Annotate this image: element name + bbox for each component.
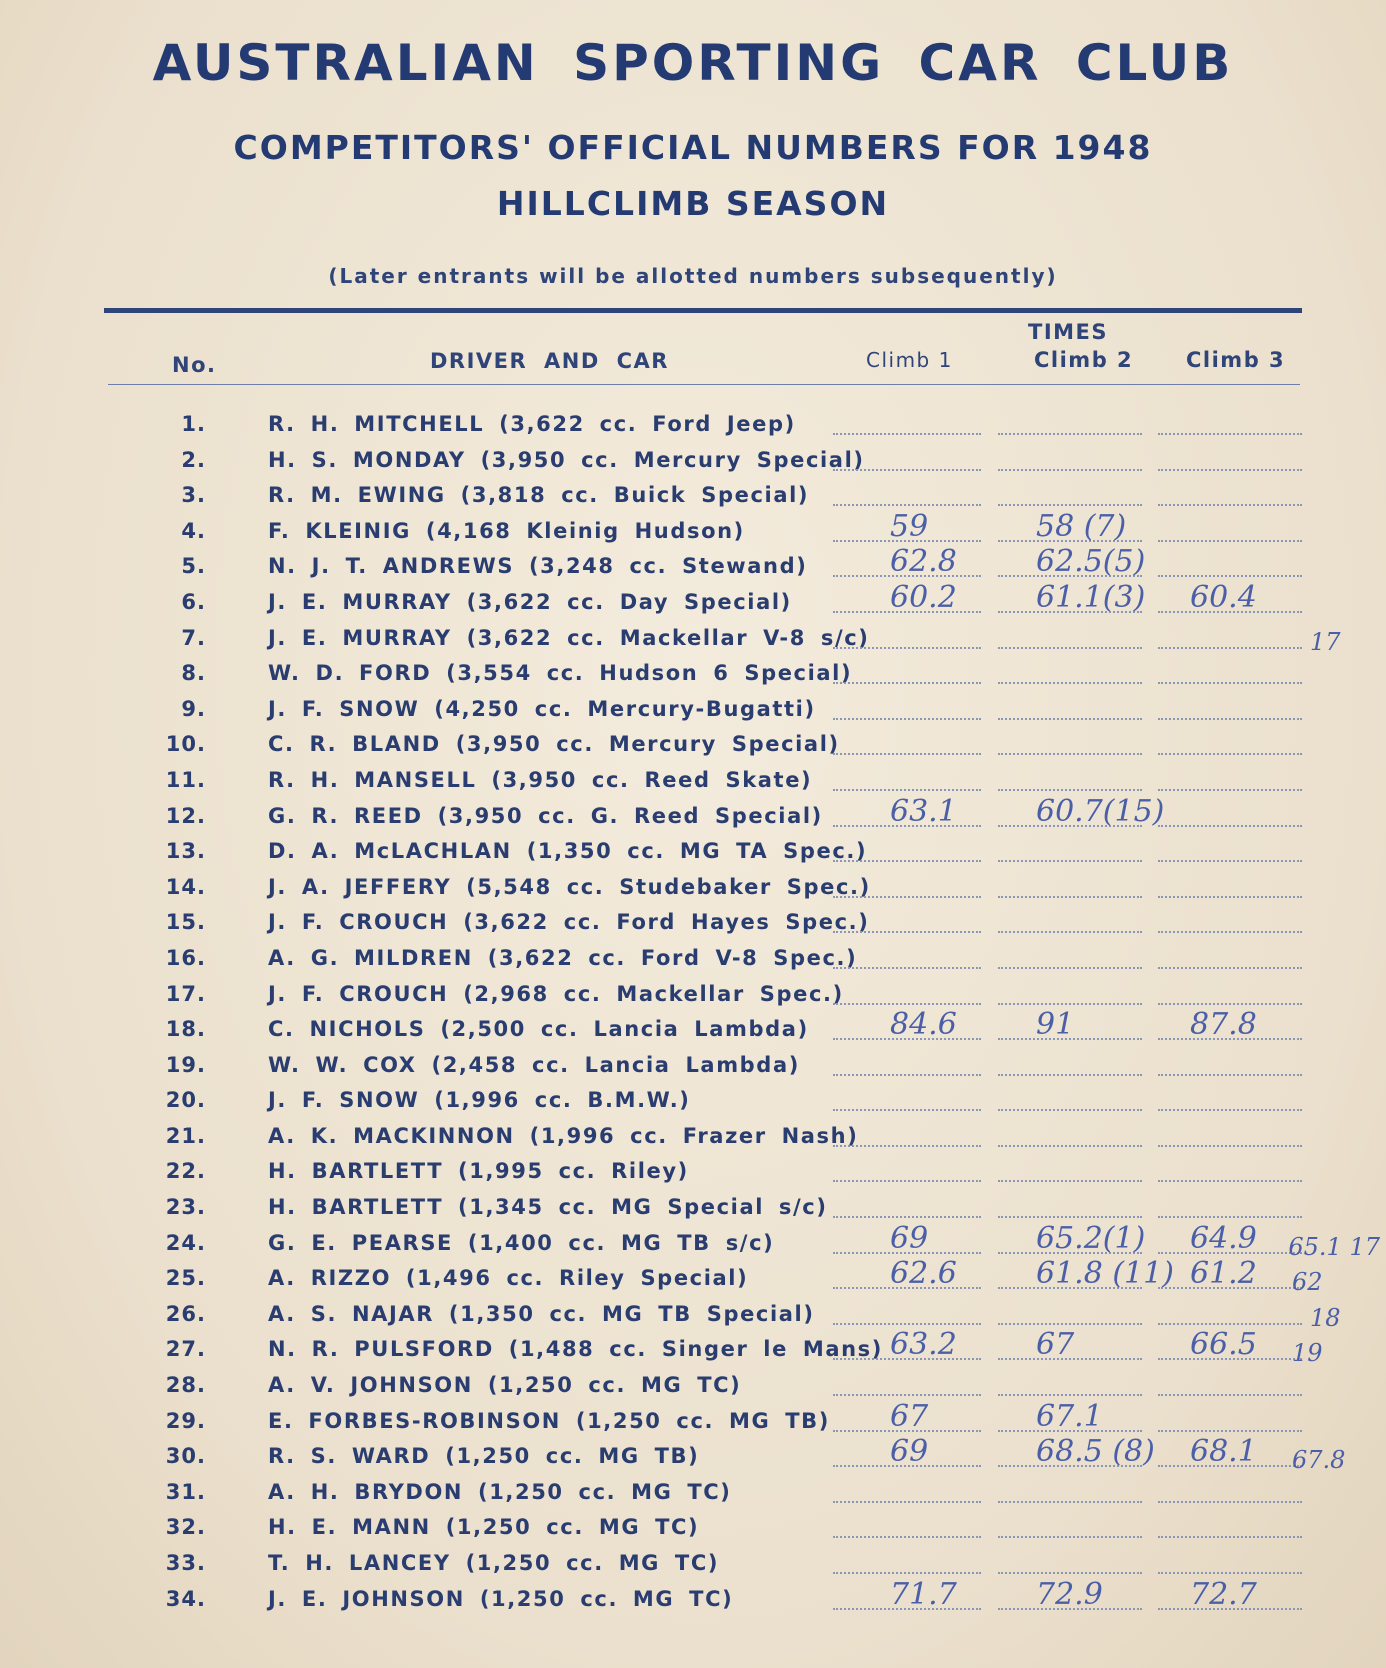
entry-number: 2. [181, 447, 206, 472]
table-row [0, 764, 1386, 800]
subtitle-line-2: HILLCLIMB SEASON [496, 184, 890, 223]
entry-driver-car: E. FORBES-ROBINSON (1,250 cc. MG TB) [268, 1408, 830, 1433]
climb-2-dotted-line [998, 967, 1142, 969]
climb-1-dotted-line [833, 1003, 981, 1005]
table-row [0, 728, 1386, 764]
climb-3-dotted-line [1158, 1323, 1302, 1325]
table-row [0, 1155, 1386, 1191]
table-row [0, 1298, 1386, 1334]
entry-number: 1. [181, 412, 206, 436]
climb-2-time: 72.9 [1036, 1576, 1103, 1612]
climb-2-time: 61.8 (11) [1036, 1256, 1174, 1292]
climb-2-dotted-line [998, 860, 1142, 862]
climb-3-dotted-line [1158, 1430, 1302, 1432]
entry-driver-car: J. F. CROUCH (3,622 cc. Ford Hayes Spec.) [268, 910, 870, 935]
table-row [0, 1049, 1386, 1085]
column-header-climb-2: Climb 2 [1034, 348, 1134, 372]
climb-1-time: 67 [890, 1398, 929, 1434]
table-row [0, 544, 1386, 586]
entry-number: 19. [165, 1052, 206, 1077]
entry-number: 12. [165, 803, 206, 828]
entry-driver-car: A. S. NAJAR (1,350 cc. MG TB Special) [268, 1301, 815, 1326]
entry-number: 22. [165, 1159, 206, 1184]
header-rule [104, 308, 1302, 313]
climb-3-dotted-line [1158, 931, 1302, 933]
entry-number: 18. [165, 1017, 206, 1042]
entry-driver-car: R. H. MANSELL (3,950 cc. Reed Skate) [268, 767, 813, 792]
climb-2-time: 67 [1036, 1327, 1075, 1363]
climb-1-dotted-line [833, 1109, 981, 1111]
column-header-times: TIMES [1028, 320, 1109, 344]
table-row [0, 622, 1386, 658]
climb-2-time: 68.5 (8) [1036, 1434, 1155, 1470]
climb-1-time: 60.2 [890, 579, 957, 615]
entry-driver-car: R. S. WARD (1,250 cc. MG TB) [268, 1444, 700, 1469]
climb-3-dotted-line [1158, 967, 1302, 969]
column-header-climb-1: Climb 1 [866, 348, 953, 372]
table-row [0, 408, 1386, 444]
entry-number: 20. [165, 1088, 206, 1113]
entry-driver-car: A. K. MACKINNON (1,996 cc. Frazer Nash) [268, 1123, 859, 1148]
climb-2-dotted-line [998, 789, 1142, 791]
table-row [0, 479, 1386, 515]
climb-2-time: 91 [1036, 1007, 1075, 1043]
entry-driver-car: J. A. JEFFERY (5,548 cc. Studebaker Spec.) [268, 874, 871, 899]
entry-driver-car: N. J. T. ANDREWS (3,248 cc. Stewand) [268, 554, 808, 579]
climb-2-dotted-line [998, 682, 1142, 684]
climb-3-dotted-line [1158, 1180, 1302, 1182]
entry-number: 29. [165, 1408, 206, 1433]
table-row [0, 693, 1386, 729]
entry-number: 10. [165, 732, 206, 757]
entry-driver-car: C. NICHOLS (2,500 cc. Lancia Lambda) [268, 1017, 809, 1042]
entry-driver-car: G. R. REED (3,950 cc. G. Reed Special) [268, 803, 823, 828]
entry-number: 7. [181, 625, 206, 650]
table-row [0, 1327, 1386, 1369]
climb-3-dotted-line [1158, 504, 1302, 506]
climb-1-dotted-line [833, 1323, 981, 1325]
entry-driver-car: J. F. SNOW (4,250 cc. Mercury-Bugatti) [268, 696, 816, 721]
subtitle-line-1: COMPETITORS' OFFICIAL NUMBERS FOR 1948 [233, 128, 1153, 167]
entry-driver-car: H. E. MANN (1,250 cc. MG TC) [268, 1515, 700, 1540]
entry-number: 17. [165, 981, 206, 1006]
climb-2-time: 65.2(1) [1036, 1220, 1146, 1256]
climb-1-time: 62.6 [890, 1256, 957, 1292]
climb-1-time: 69 [890, 1434, 929, 1470]
entry-driver-car: W. D. FORD (3,554 cc. Hudson 6 Special) [268, 661, 853, 686]
climb-3-time: 72.7 [1190, 1576, 1257, 1612]
climb-2-dotted-line [998, 1394, 1142, 1396]
entry-number: 21. [165, 1123, 206, 1148]
climb-3-dotted-line [1158, 540, 1302, 542]
climb-1-dotted-line [833, 1536, 981, 1538]
climb-2-dotted-line [998, 504, 1142, 506]
climb-2-dotted-line [998, 1572, 1142, 1574]
entry-number: 15. [165, 910, 206, 935]
table-row [0, 1120, 1386, 1156]
entry-driver-car: W. W. COX (2,458 cc. Lancia Lambda) [268, 1052, 800, 1077]
climb-1-time: 71.7 [890, 1576, 957, 1612]
climb-1-dotted-line [833, 469, 981, 471]
table-row [0, 1007, 1386, 1049]
climb-2-dotted-line [998, 896, 1142, 898]
table-row [0, 978, 1386, 1014]
table-row [0, 1511, 1386, 1547]
club-title: AUSTRALIAN SPORTING CAR CLUB [152, 34, 1234, 92]
column-header-climb-3: Climb 3 [1186, 348, 1286, 372]
entry-number: 14. [165, 874, 206, 899]
column-header-driver: DRIVER AND CAR [430, 349, 669, 373]
climb-3-time: 64.9 [1190, 1220, 1257, 1256]
entry-number: 24. [165, 1230, 206, 1255]
entry-number: 11. [165, 767, 206, 792]
climb-1-dotted-line [833, 1216, 981, 1218]
table-row [0, 1434, 1386, 1476]
climb-3-time: 87.8 [1190, 1007, 1257, 1043]
climb-1-dotted-line [833, 1394, 981, 1396]
entry-driver-car: G. E. PEARSE (1,400 cc. MG TB s/c) [268, 1230, 775, 1255]
climb-1-dotted-line [833, 896, 981, 898]
margin-note: 62 [1292, 1268, 1323, 1297]
entry-number: 4. [181, 518, 206, 543]
table-row [0, 1256, 1386, 1298]
climb-2-time: 58 (7) [1036, 508, 1127, 544]
entry-driver-car: F. KLEINIG (4,168 Kleinig Hudson) [268, 518, 745, 543]
climb-2-dotted-line [998, 1180, 1142, 1182]
entry-driver-car: J. E. JOHNSON (1,250 cc. MG TC) [268, 1586, 734, 1611]
climb-3-dotted-line [1158, 647, 1302, 649]
entry-driver-car: T. H. LANCEY (1,250 cc. MG TC) [268, 1551, 720, 1575]
entry-driver-car: H. BARTLETT (1,995 cc. Riley) [268, 1159, 689, 1184]
entry-number: 16. [165, 945, 206, 970]
climb-3-dotted-line [1158, 1536, 1302, 1538]
climb-2-dotted-line [998, 1216, 1142, 1218]
entry-number: 25. [165, 1266, 206, 1291]
table-row [0, 1084, 1386, 1120]
entry-number: 13. [165, 839, 206, 864]
climb-2-dotted-line [998, 647, 1142, 649]
climb-1-dotted-line [833, 682, 981, 684]
climb-3-dotted-line [1158, 1145, 1302, 1147]
climb-2-dotted-line [998, 1536, 1142, 1538]
entry-number: 28. [165, 1373, 206, 1398]
table-row [0, 793, 1386, 836]
climb-3-dotted-line [1158, 1216, 1302, 1218]
climb-3-time: 68.1 [1190, 1434, 1257, 1470]
entry-number: 32. [165, 1515, 206, 1540]
climb-3-time: 61.2 [1190, 1256, 1257, 1292]
climb-3-dotted-line [1158, 469, 1302, 471]
table-row [0, 1576, 1386, 1619]
climb-1-dotted-line [833, 1572, 981, 1574]
entry-driver-car: A. G. MILDREN (3,622 cc. Ford V-8 Spec.) [268, 945, 858, 970]
climb-2-dotted-line [998, 1145, 1142, 1147]
entry-driver-car: H. BARTLETT (1,345 cc. MG Special s/c) [268, 1195, 828, 1220]
entry-driver-car: D. A. McLACHLAN (1,350 cc. MG TA Spec.) [268, 839, 868, 864]
entry-number: 27. [165, 1337, 206, 1362]
climb-2-dotted-line [998, 469, 1142, 471]
climb-2-dotted-line [998, 1003, 1142, 1005]
entrants-note: (Later entrants will be allotted numbers subsequently) [328, 264, 1058, 288]
margin-note: 67.8 [1292, 1446, 1346, 1475]
climb-3-dotted-line [1158, 682, 1302, 684]
climb-1-dotted-line [833, 1145, 981, 1147]
climb-3-dotted-line [1158, 1394, 1302, 1396]
climb-1-dotted-line [833, 718, 981, 720]
climb-2-time: 62.5(5) [1036, 544, 1146, 580]
climb-1-dotted-line [833, 504, 981, 506]
margin-note: 18 [1310, 1303, 1341, 1332]
table-row [0, 871, 1386, 907]
climb-1-dotted-line [833, 931, 981, 933]
entry-driver-car: J. F. CROUCH (2,968 cc. Mackellar Spec.) [268, 981, 844, 1006]
climb-2-dotted-line [998, 931, 1142, 933]
climb-2-dotted-line [998, 1501, 1142, 1503]
margin-note: 19 [1292, 1339, 1323, 1368]
climb-1-time: 62.8 [890, 544, 957, 580]
climb-3-dotted-line [1158, 1003, 1302, 1005]
table-row [0, 579, 1386, 622]
climb-1-dotted-line [833, 789, 981, 791]
table-row [0, 906, 1386, 942]
climb-3-dotted-line [1158, 1109, 1302, 1111]
margin-note: 65.1 17 [1288, 1232, 1380, 1261]
entry-number: 6. [181, 589, 206, 614]
entry-number: 23. [165, 1195, 206, 1220]
entry-number: 3. [181, 483, 206, 508]
climb-1-dotted-line [833, 860, 981, 862]
climb-3-time: 66.5 [1190, 1327, 1257, 1363]
table-row [0, 1191, 1386, 1227]
table-row [0, 1547, 1386, 1583]
climb-3-dotted-line [1158, 1572, 1302, 1574]
climb-1-dotted-line [833, 1180, 981, 1182]
climb-1-dotted-line [833, 1074, 981, 1076]
margin-note: 17 [1310, 627, 1341, 656]
climb-3-dotted-line [1158, 860, 1302, 862]
climb-3-dotted-line [1158, 433, 1302, 435]
table-row [0, 444, 1386, 480]
climb-3-dotted-line [1158, 575, 1302, 577]
climb-3-dotted-line [1158, 718, 1302, 720]
climb-2-dotted-line [998, 1074, 1142, 1076]
climb-1-time: 69 [890, 1220, 929, 1256]
climb-3-dotted-line [1158, 825, 1302, 827]
table-row [0, 1476, 1386, 1512]
climb-1-dotted-line [833, 647, 981, 649]
entry-number: 30. [165, 1444, 206, 1469]
entry-driver-car: A. RIZZO (1,496 cc. Riley Special) [268, 1266, 749, 1291]
column-header-rule [108, 384, 1300, 385]
climb-3-time: 60.4 [1190, 579, 1257, 615]
climb-1-dotted-line [833, 1501, 981, 1503]
climb-1-dotted-line [833, 433, 981, 435]
climb-2-dotted-line [998, 433, 1142, 435]
climb-3-dotted-line [1158, 1501, 1302, 1503]
climb-2-time: 67.1 [1036, 1398, 1103, 1434]
entry-number: 26. [165, 1301, 206, 1326]
entry-number: 9. [181, 696, 206, 721]
table-row [0, 1220, 1386, 1263]
entry-driver-car: A. V. JOHNSON (1,250 cc. MG TC) [268, 1373, 742, 1398]
climb-3-dotted-line [1158, 789, 1302, 791]
table-row [0, 508, 1386, 551]
climb-2-dotted-line [998, 1109, 1142, 1111]
entry-driver-car: A. H. BRYDON (1,250 cc. MG TC) [268, 1479, 732, 1504]
entry-driver-car: C. R. BLAND (3,950 cc. Mercury Special) [268, 732, 840, 757]
table-row [0, 1398, 1386, 1441]
climb-3-dotted-line [1158, 896, 1302, 898]
entry-driver-car: J. E. MURRAY (3,622 cc. Day Special) [268, 589, 792, 614]
entry-driver-car: J. E. MURRAY (3,622 cc. Mackellar V-8 s/c) [268, 625, 870, 650]
climb-1-time: 84.6 [890, 1007, 957, 1043]
climb-1-time: 63.1 [890, 793, 957, 829]
entry-number: 31. [165, 1479, 206, 1504]
column-header-no: No. [172, 353, 217, 377]
climb-3-dotted-line [1158, 1074, 1302, 1076]
entry-number: 5. [181, 554, 206, 579]
entry-number: 8. [181, 661, 206, 686]
entry-driver-car: H. S. MONDAY (3,950 cc. Mercury Special) [268, 447, 865, 472]
table-row [0, 942, 1386, 978]
table-row [0, 835, 1386, 871]
climb-2-dotted-line [998, 718, 1142, 720]
climb-2-dotted-line [998, 753, 1142, 755]
climb-1-dotted-line [833, 967, 981, 969]
climb-3-dotted-line [1158, 753, 1302, 755]
entry-driver-car: J. F. SNOW (1,996 cc. B.M.W.) [268, 1088, 691, 1113]
entries-list [0, 408, 1386, 1618]
climb-1-dotted-line [833, 753, 981, 755]
entry-number: 34. [165, 1586, 206, 1611]
climb-2-time: 61.1(3) [1036, 579, 1146, 615]
table-row [0, 1369, 1386, 1405]
entry-driver-car: N. R. PULSFORD (1,488 cc. Singer le Mans) [268, 1337, 883, 1362]
entry-driver-car: R. M. EWING (3,818 cc. Buick Special) [268, 483, 810, 508]
entry-driver-car: R. H. MITCHELL (3,622 cc. Ford Jeep) [268, 412, 796, 436]
table-row [0, 657, 1386, 693]
climb-1-time: 59 [890, 508, 929, 544]
entry-number: 33. [165, 1551, 206, 1575]
climb-1-time: 63.2 [890, 1327, 957, 1363]
climb-2-dotted-line [998, 1323, 1142, 1325]
climb-2-time: 60.7(15) [1036, 793, 1165, 829]
